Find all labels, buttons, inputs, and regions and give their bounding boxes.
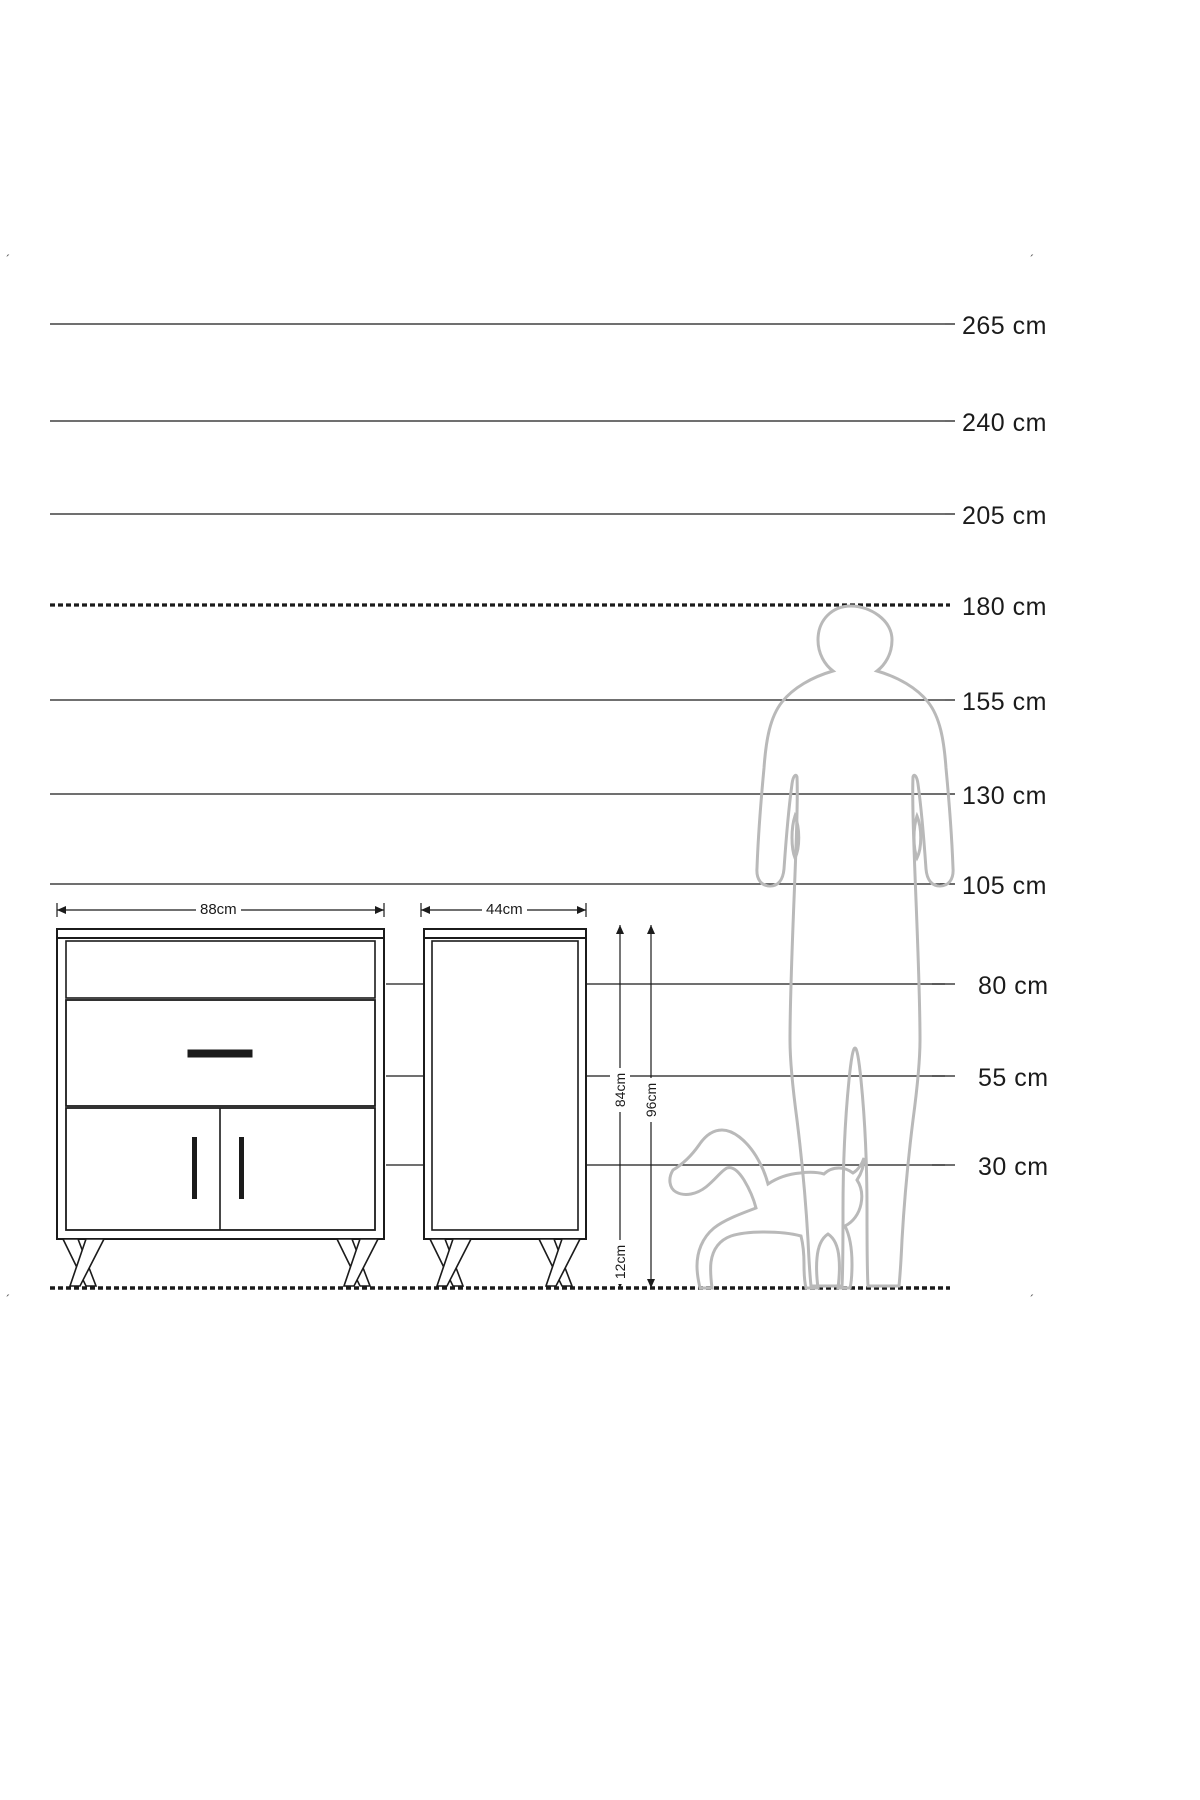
scale-label-80: 80 cm — [978, 972, 1049, 1000]
dimension-label-44cm: 44cm — [482, 901, 527, 918]
dimension-label-96cm: 96cm — [641, 1078, 661, 1122]
corner-mark-bottom-right: ´ — [1030, 1292, 1035, 1307]
scale-label-105: 105 cm — [962, 872, 1047, 900]
dimension-label-12cm: 12cm — [610, 1240, 630, 1284]
cat-silhouette — [670, 1130, 864, 1288]
scale-label-265: 265 cm — [962, 312, 1047, 340]
human-silhouette — [757, 606, 953, 1286]
scale-label-55: 55 cm — [978, 1064, 1049, 1092]
scale-label-155: 155 cm — [962, 688, 1047, 716]
scale-label-240: 240 cm — [962, 409, 1047, 437]
dimension-label-88cm: 88cm — [196, 901, 241, 918]
corner-mark-bottom-left: ´ — [6, 1292, 11, 1307]
scale-label-130: 130 cm — [962, 782, 1047, 810]
sideboard-88cm — [57, 929, 384, 1286]
scale-label-30: 30 cm — [978, 1153, 1049, 1181]
scale-label-180: 180 cm — [962, 593, 1047, 621]
corner-mark-top-left: ´ — [6, 252, 11, 267]
cabinet-44cm — [424, 929, 586, 1286]
dimension-label-84cm: 84cm — [610, 1068, 630, 1112]
scale-label-205: 205 cm — [962, 502, 1047, 530]
corner-mark-top-right: ´ — [1030, 252, 1035, 267]
